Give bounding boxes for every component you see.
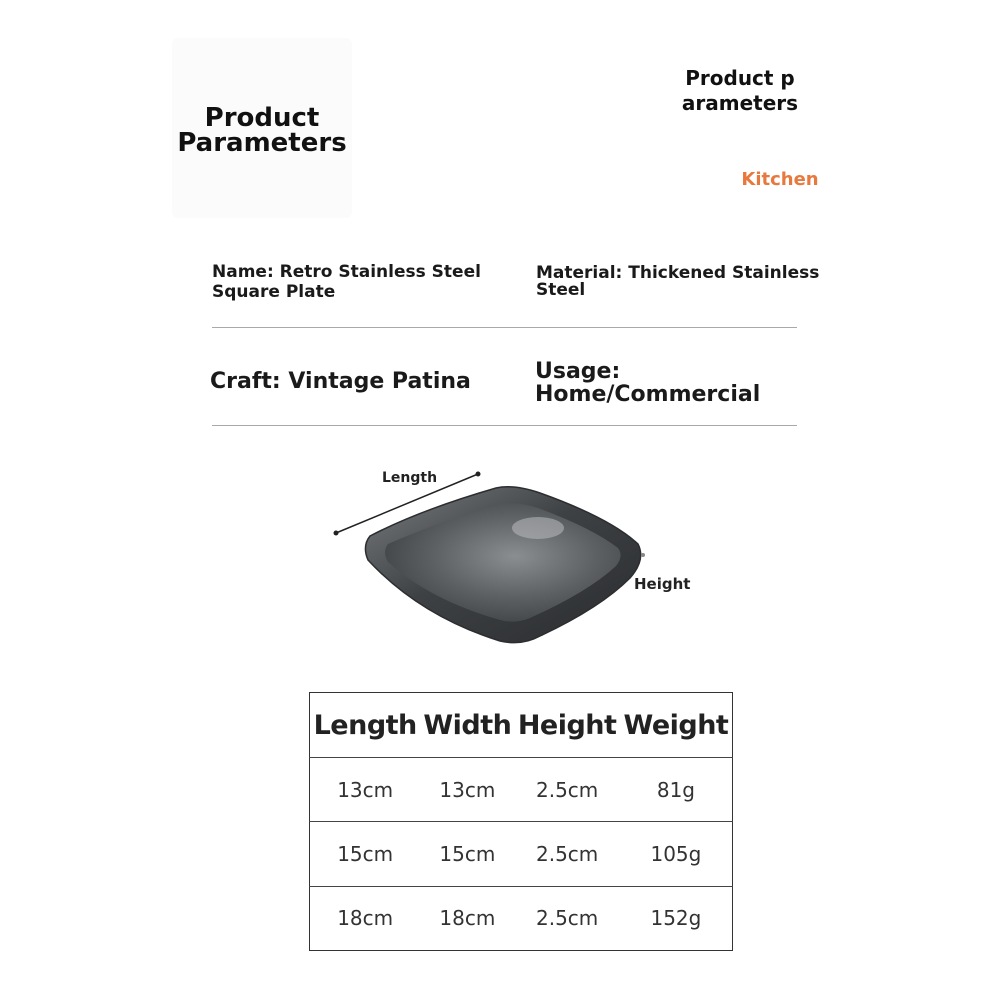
table-cell: 13cm bbox=[310, 758, 421, 822]
table-cell: 152g bbox=[650, 906, 702, 931]
spec-name-line2: Square Plate bbox=[212, 282, 336, 302]
column-header-weight: Weight bbox=[620, 693, 733, 758]
table-row bbox=[310, 886, 733, 950]
spec-craft: Craft: Vintage Patina bbox=[210, 369, 471, 394]
spec-usage-line2: Home/Commercial bbox=[535, 382, 761, 407]
table-cell: 18cm bbox=[337, 906, 394, 931]
table-header-row bbox=[310, 693, 733, 758]
table-cell: 18cm bbox=[439, 906, 496, 931]
length-dimension-end bbox=[334, 531, 339, 536]
table-cell: 81g bbox=[620, 758, 733, 822]
category-tag: Kitchen bbox=[741, 169, 819, 190]
spec-name-line1: Name: Retro Stainless Steel bbox=[212, 262, 481, 282]
column-header-length: Length bbox=[310, 693, 421, 758]
spec-material-line1: Material: Thickened Stainless bbox=[536, 263, 820, 283]
side-title-line1: Product p bbox=[685, 66, 795, 90]
spec-name bbox=[212, 262, 512, 302]
table-cell: 15cm bbox=[310, 822, 421, 886]
table-cell: 105g bbox=[620, 822, 733, 886]
side-title-line2: arameters bbox=[681, 91, 799, 115]
column-header-width: Width bbox=[420, 693, 514, 758]
spec-material-line2: Steel bbox=[536, 280, 586, 300]
length-label: Length bbox=[382, 470, 438, 486]
divider bbox=[212, 327, 797, 328]
plate-diagram bbox=[300, 448, 720, 658]
main-title-line1: Product bbox=[204, 103, 320, 133]
table-row bbox=[310, 758, 733, 822]
plate-highlight bbox=[512, 517, 564, 539]
column-header-height: Height bbox=[514, 693, 619, 758]
length-dimension-end bbox=[476, 472, 481, 477]
side-title bbox=[660, 66, 820, 116]
main-title bbox=[172, 103, 352, 158]
table-row bbox=[310, 822, 733, 886]
size-table bbox=[309, 692, 733, 951]
table-cell: 2.5cm bbox=[535, 906, 599, 931]
main-title-line2: Parameters bbox=[177, 128, 347, 158]
table-cell: 2.5cm bbox=[514, 822, 619, 886]
spec-material bbox=[536, 265, 836, 299]
height-label: Height bbox=[634, 575, 691, 593]
table-cell: 13cm bbox=[420, 758, 514, 822]
spec-usage bbox=[535, 360, 795, 406]
height-marker bbox=[641, 553, 645, 557]
divider bbox=[212, 425, 797, 426]
table-cell: 15cm bbox=[420, 822, 514, 886]
table-cell: 2.5cm bbox=[514, 758, 619, 822]
spec-usage-line1: Usage: bbox=[535, 359, 621, 384]
